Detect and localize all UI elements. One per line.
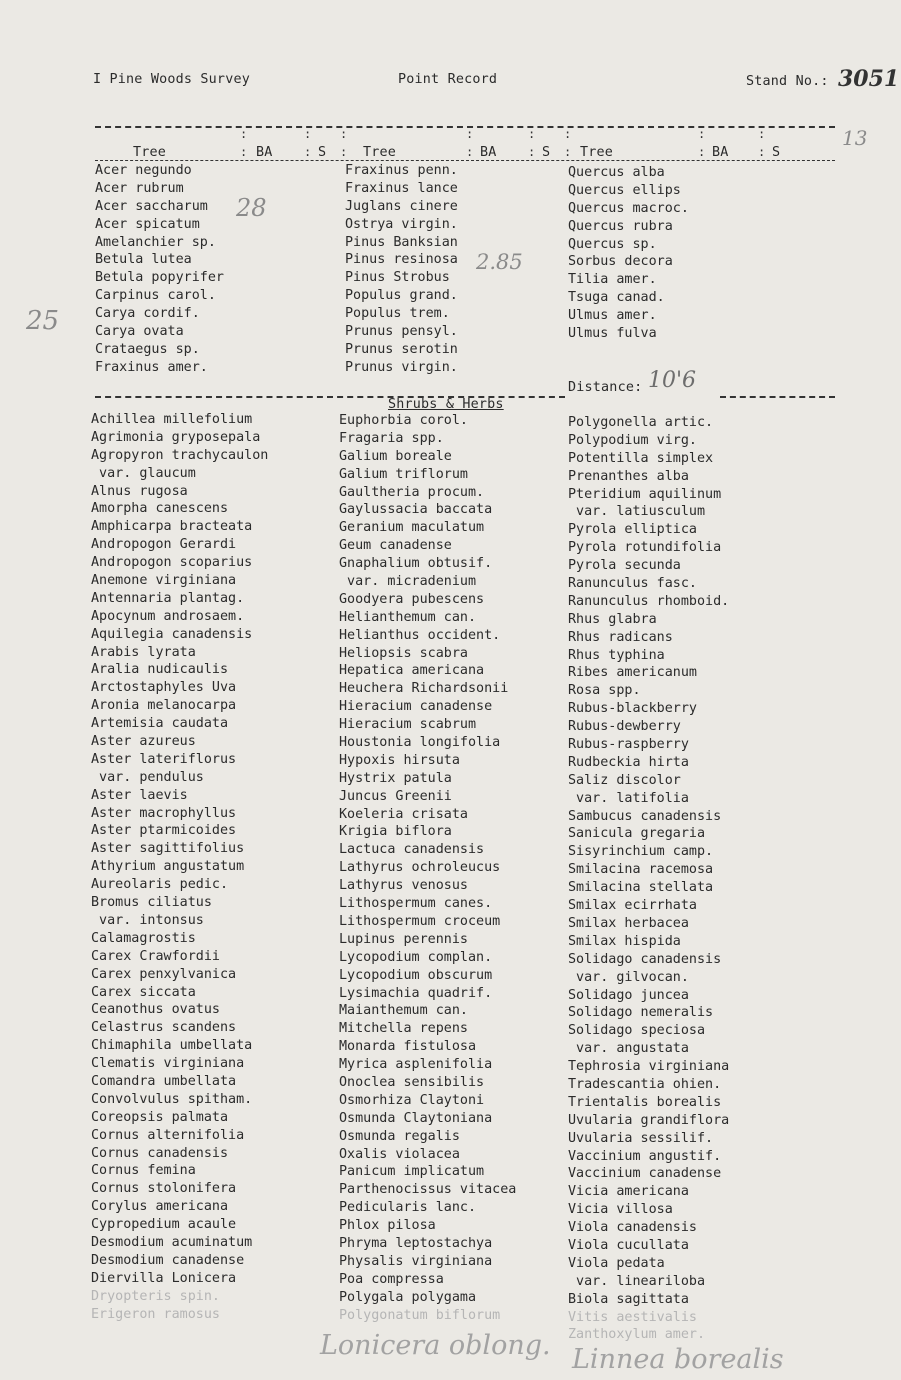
herb-species: Desmodium canadense: [91, 1252, 245, 1268]
tree-species: Quercus ellips: [568, 182, 681, 198]
shrubs-column-3: [568, 414, 729, 1344]
herb-species: Koeleria crisata: [339, 806, 468, 822]
herb-species: var. angustata: [568, 1041, 689, 1057]
mid-divider-right: [720, 396, 835, 398]
herb-species: Phlox pilosa: [339, 1218, 436, 1234]
herb-species: Monarda fistulosa: [339, 1039, 477, 1055]
herb-species: Pyrola rotundifolia: [568, 540, 722, 556]
tree-species: Fraxinus penn.: [345, 163, 458, 178]
herb-species: Solidago nemeralis: [568, 1005, 714, 1021]
herb-species: Pyrola elliptica: [568, 522, 697, 538]
herb-species: Myrica asplenifolia: [339, 1057, 493, 1073]
tree-species: Tilia amer.: [568, 272, 657, 288]
herb-species: Lithospermum croceum: [339, 913, 501, 929]
herb-species: Uvularia grandiflora: [568, 1112, 730, 1128]
herb-species: Polygala polygama: [339, 1289, 477, 1305]
stand-number: 3051: [838, 66, 900, 92]
distance-value: 10'6: [648, 368, 697, 393]
herb-species: Aster azureus: [91, 734, 196, 750]
annotation-acer-saccharum: 28: [236, 194, 267, 222]
tree-species: Acer rubrum: [95, 180, 184, 196]
herb-species: Oxalis violacea: [339, 1146, 460, 1162]
herb-species: Apocynum androsaem.: [91, 608, 245, 624]
herb-species: Euphorbia corol.: [339, 413, 468, 428]
herb-species: Smilax herbacea: [568, 915, 689, 931]
herb-species: Amorpha canescens: [91, 501, 229, 517]
col-sep: :: [340, 145, 348, 159]
herb-species: Cornus alternifolia: [91, 1127, 245, 1143]
herb-species: Gaylussacia baccata: [339, 502, 493, 518]
herb-species: Comandra umbellata: [91, 1073, 237, 1089]
herb-species: Achillea millefolium: [91, 412, 253, 427]
herb-species: Cornus femina: [91, 1163, 196, 1179]
herb-species: Arctostaphyles Uva: [91, 680, 237, 696]
herb-species: Parthenocissus vitacea: [339, 1182, 517, 1198]
herb-species: Aster ptarmicoides: [91, 823, 237, 839]
herb-species: Aralia nudicaulis: [91, 662, 229, 678]
herb-species: Sisyrinchium camp.: [568, 844, 714, 860]
tree-species: Acer saccharum: [95, 198, 208, 214]
herb-species: Mitchella repens: [339, 1021, 468, 1037]
s-header-3: S: [772, 145, 781, 160]
herb-species: Chimaphila umbellata: [91, 1038, 253, 1054]
handwritten-note-lonicera: Lonicera oblong.: [320, 1330, 551, 1361]
s-header-2: S: [542, 145, 551, 160]
herb-species: Corylus americana: [91, 1199, 229, 1215]
herb-species: Dryopteris spin.: [91, 1288, 220, 1304]
tree-species: Prunus pensyl.: [345, 324, 458, 340]
tree-header-2: Tree: [363, 145, 397, 160]
herb-species: Heliopsis scabra: [339, 645, 468, 661]
herb-species: Helianthus occident.: [339, 627, 501, 643]
herb-species: Agrimonia gryposepala: [91, 429, 261, 445]
herb-species: Andropogon Gerardi: [91, 537, 237, 553]
tree-species: Crataegus sp.: [95, 341, 200, 357]
tree-species: Quercus rubra: [568, 218, 673, 234]
herb-species: Alnus rugosa: [91, 483, 188, 499]
tree-species: Quercus macroc.: [568, 200, 689, 216]
herb-species: Sambucus canadensis: [568, 808, 722, 824]
herb-species: Rhus glabra: [568, 611, 657, 627]
herb-species: Aster sagittifolius: [91, 841, 245, 857]
herb-species: Artemisia caudata: [91, 716, 229, 732]
tree-species: Pinus Banksian: [345, 234, 458, 250]
herb-species: Aster lateriflorus: [91, 751, 237, 767]
ba-header-3: BA: [712, 145, 729, 160]
s-header-1: S: [318, 145, 327, 160]
stand-label: Stand No.:: [746, 74, 829, 89]
herb-species: Ranunculus fasc.: [568, 576, 697, 592]
herb-species: Ranunculus rhomboid.: [568, 593, 730, 609]
herb-species: Vaccinium angustif.: [568, 1148, 722, 1164]
tree-species: Tsuga canad.: [568, 290, 665, 306]
herb-species: Aster laevis: [91, 787, 188, 803]
herb-species: Rubus-blackberry: [568, 701, 697, 717]
corner-number: 13: [842, 126, 868, 150]
herb-species: Carex siccata: [91, 984, 196, 1000]
herb-species: Ribes americanum: [568, 665, 697, 681]
herb-species: Rudbeckia hirta: [568, 754, 689, 770]
herb-species: Galium boreale: [339, 448, 452, 464]
col-sep: :: [758, 127, 766, 141]
herb-species: var. pendulus: [91, 769, 204, 785]
tree-species: Carya ovata: [95, 324, 184, 340]
col-sep: :: [528, 145, 536, 159]
herb-species: var. latifolia: [568, 790, 689, 806]
herb-species: Clematis virginiana: [91, 1056, 245, 1072]
tree-column-3: [568, 164, 689, 343]
herb-species: Arabis lyrata: [91, 644, 196, 660]
tree-species: Ostrya virgin.: [345, 216, 458, 232]
herb-species: Hypoxis hirsuta: [339, 752, 460, 768]
col-sep: :: [528, 127, 536, 141]
herb-species: Pteridium aquilinum: [568, 486, 722, 502]
tree-species: Populus trem.: [345, 306, 450, 322]
herb-species: Convolvulus spitham.: [91, 1091, 253, 1107]
annotation-pinus-resinosa: 2.85: [476, 250, 523, 274]
col-sep: :: [564, 127, 572, 141]
record-type: Point Record: [398, 72, 498, 87]
herb-species: Celastrus scandens: [91, 1020, 237, 1036]
herb-species: Polygonatum biflorum: [339, 1307, 501, 1323]
herb-species: Diervilla Lonicera: [91, 1270, 237, 1286]
herb-species: Anemone virginiana: [91, 573, 237, 589]
herb-species: Gaultheria procum.: [339, 484, 485, 500]
herb-species: Aureolaris pedic.: [91, 877, 229, 893]
herb-species: Bromus ciliatus: [91, 895, 212, 911]
herb-species: Panicum implicatum: [339, 1164, 485, 1180]
header-divider: [95, 160, 835, 161]
col-sep: :: [240, 127, 248, 141]
tree-species: Carpinus carol.: [95, 288, 216, 304]
tree-species: Ulmus fulva: [568, 326, 657, 342]
herb-species: Agropyron trachycaulon: [91, 447, 269, 463]
herb-species: Smilacina stellata: [568, 880, 714, 896]
shrubs-herbs-heading: Shrubs & Herbs: [388, 397, 504, 412]
tree-species: Quercus alba: [568, 165, 665, 180]
tree-species: Juglans cinere: [345, 198, 458, 214]
tree-species: Acer negundo: [95, 163, 192, 178]
top-divider: [95, 126, 835, 128]
herb-species: Goodyera pubescens: [339, 591, 485, 607]
herb-species: Calamagrostis: [91, 930, 196, 946]
herb-species: Viola canadensis: [568, 1220, 697, 1236]
tree-species: Ulmus amer.: [568, 308, 657, 324]
herb-species: Biola sagittata: [568, 1291, 689, 1307]
herb-species: Desmodium acuminatum: [91, 1234, 253, 1250]
col-sep: :: [304, 127, 312, 141]
herb-species: Viola pedata: [568, 1255, 665, 1271]
herb-species: Hieracium canadense: [339, 699, 493, 715]
tree-species: Fraxinus amer.: [95, 359, 208, 375]
herb-species: Uvularia sessilif.: [568, 1130, 714, 1146]
herb-species: Houstonia longifolia: [339, 735, 501, 751]
survey-title: I Pine Woods Survey: [93, 72, 250, 87]
herb-species: Aster macrophyllus: [91, 805, 237, 821]
tree-column-1: [95, 162, 224, 377]
herb-species: Rubus-dewberry: [568, 719, 681, 735]
herb-species: Coreopsis palmata: [91, 1109, 229, 1125]
col-sep: :: [304, 145, 312, 159]
tree-species: Betula popyrifer: [95, 270, 224, 286]
herb-species: Pyrola secunda: [568, 558, 681, 574]
tree-header-1: Tree: [133, 145, 167, 160]
herb-species: Osmorhiza Claytoni: [339, 1092, 485, 1108]
col-sep: :: [564, 145, 572, 159]
herb-species: var. latiusculum: [568, 504, 706, 520]
tree-species: Betula lutea: [95, 252, 192, 268]
herb-species: Helianthemum can.: [339, 609, 477, 625]
ba-header-2: BA: [480, 145, 497, 160]
herb-species: Solidago juncea: [568, 987, 689, 1003]
herb-species: Rhus typhina: [568, 647, 665, 663]
herb-species: Antennaria plantag.: [91, 590, 245, 606]
herb-species: Tephrosia virginiana: [568, 1059, 730, 1075]
herb-species: Lactuca canadensis: [339, 842, 485, 858]
herb-species: Ceanothus ovatus: [91, 1002, 220, 1018]
tree-species: Pinus resinosa: [345, 252, 458, 268]
herb-species: Carex Crawfordii: [91, 948, 220, 964]
herb-species: Smilax hispida: [568, 933, 681, 949]
herb-species: Viola cucullata: [568, 1237, 689, 1253]
herb-species: Polypodium virg.: [568, 432, 697, 448]
herb-species: Carex penxylvanica: [91, 966, 237, 982]
herb-species: Galium triflorum: [339, 466, 468, 482]
herb-species: Geranium maculatum: [339, 520, 485, 536]
herb-species: Vitis aestivalis: [568, 1309, 697, 1325]
herb-species: var. glaucum: [91, 465, 196, 481]
herb-species: Rubus-raspberry: [568, 737, 689, 753]
herb-species: Potentilla simplex: [568, 450, 714, 466]
tree-species: Populus grand.: [345, 288, 458, 304]
tree-species: Pinus Strobus: [345, 270, 450, 286]
herb-species: Lathyrus venosus: [339, 878, 468, 894]
herb-species: Geum canadense: [339, 538, 452, 554]
herb-species: Hystrix patula: [339, 770, 452, 786]
shrubs-column-2: [339, 412, 516, 1324]
herb-species: Polygonella artic.: [568, 415, 714, 430]
herb-species: Lycopodium obscurum: [339, 967, 493, 983]
herb-species: Cornus stolonifera: [91, 1181, 237, 1197]
herb-species: Lupinus perennis: [339, 931, 468, 947]
herb-species: Osmunda Claytoniana: [339, 1110, 493, 1126]
herb-species: Aronia melanocarpa: [91, 698, 237, 714]
herb-species: Solidago canadensis: [568, 951, 722, 967]
distance-label: Distance:: [568, 380, 643, 395]
tree-species: Acer spicatum: [95, 216, 200, 232]
herb-species: var. intonsus: [91, 912, 204, 928]
herb-species: Athyrium angustatum: [91, 859, 245, 875]
herb-species: Rhus radicans: [568, 629, 673, 645]
herb-species: Smilax ecirrhata: [568, 898, 697, 914]
tree-species: Sorbus decora: [568, 254, 673, 270]
tree-column-2: [345, 162, 458, 377]
col-sep: :: [466, 127, 474, 141]
herb-species: Phryma leptostachya: [339, 1235, 493, 1251]
herb-species: Vicia villosa: [568, 1202, 673, 1218]
herb-species: Heuchera Richardsonii: [339, 681, 509, 697]
herb-species: Andropogon scoparius: [91, 555, 253, 571]
tree-header-3: Tree: [580, 145, 614, 160]
herb-species: Tradescantia ohien.: [568, 1076, 722, 1092]
ba-header-1: BA: [256, 145, 273, 160]
herb-species: Gnaphalium obtusif.: [339, 556, 493, 572]
herb-species: Zanthoxylum amer.: [568, 1327, 706, 1343]
herb-species: Juncus Greenii: [339, 788, 452, 804]
herb-species: Vicia americana: [568, 1184, 689, 1200]
handwritten-note-linnea: Linnea borealis: [572, 1344, 784, 1375]
col-sep: :: [466, 145, 474, 159]
herb-species: Aquilegia canadensis: [91, 626, 253, 642]
herb-species: Solidago speciosa: [568, 1023, 706, 1039]
herb-species: Vaccinium canadense: [568, 1166, 722, 1182]
herb-species: Lycopodium complan.: [339, 949, 493, 965]
tree-species: Prunus serotin: [345, 341, 458, 357]
herb-species: Physalis virginiana: [339, 1253, 493, 1269]
herb-species: Onoclea sensibilis: [339, 1074, 485, 1090]
herb-species: Hepatica americana: [339, 663, 485, 679]
herb-species: Hieracium scabrum: [339, 717, 477, 733]
annotation-carya: 25: [26, 306, 60, 336]
herb-species: Prenanthes alba: [568, 468, 689, 484]
herb-species: Sanicula gregaria: [568, 826, 706, 842]
col-sep: :: [240, 145, 248, 159]
herb-species: Rosa spp.: [568, 683, 641, 699]
col-sep: :: [698, 145, 706, 159]
herb-species: Pedicularis lanc.: [339, 1200, 477, 1216]
herb-species: Osmunda regalis: [339, 1128, 460, 1144]
herb-species: Cornus canadensis: [91, 1145, 229, 1161]
tree-species: Carya cordif.: [95, 306, 200, 322]
herb-species: var. micradenium: [339, 574, 477, 590]
herb-species: Fragaria spp.: [339, 430, 444, 446]
tree-species: Prunus virgin.: [345, 359, 458, 375]
tree-species: Quercus sp.: [568, 236, 657, 252]
herb-species: Amphicarpa bracteata: [91, 519, 253, 535]
col-sep: :: [340, 127, 348, 141]
col-sep: :: [758, 145, 766, 159]
herb-species: Lysimachia quadrif.: [339, 985, 493, 1001]
herb-species: Saliz discolor: [568, 772, 681, 788]
tree-species: Fraxinus lance: [345, 180, 458, 196]
tree-species: Amelanchier sp.: [95, 234, 216, 250]
herb-species: Erigeron ramosus: [91, 1306, 220, 1322]
herb-species: Krigia biflora: [339, 824, 452, 840]
herb-species: Poa compressa: [339, 1271, 444, 1287]
herb-species: Cypropedium acaule: [91, 1217, 237, 1233]
herb-species: Maianthemum can.: [339, 1003, 468, 1019]
herb-species: Lathyrus ochroleucus: [339, 860, 501, 876]
col-sep: :: [698, 127, 706, 141]
herb-species: var. gilvocan.: [568, 969, 689, 985]
herb-species: Lithospermum canes.: [339, 896, 493, 912]
shrubs-column-1: [91, 411, 268, 1323]
herb-species: var. lineariloba: [568, 1273, 706, 1289]
herb-species: Smilacina racemosa: [568, 862, 714, 878]
herb-species: Trientalis borealis: [568, 1094, 722, 1110]
